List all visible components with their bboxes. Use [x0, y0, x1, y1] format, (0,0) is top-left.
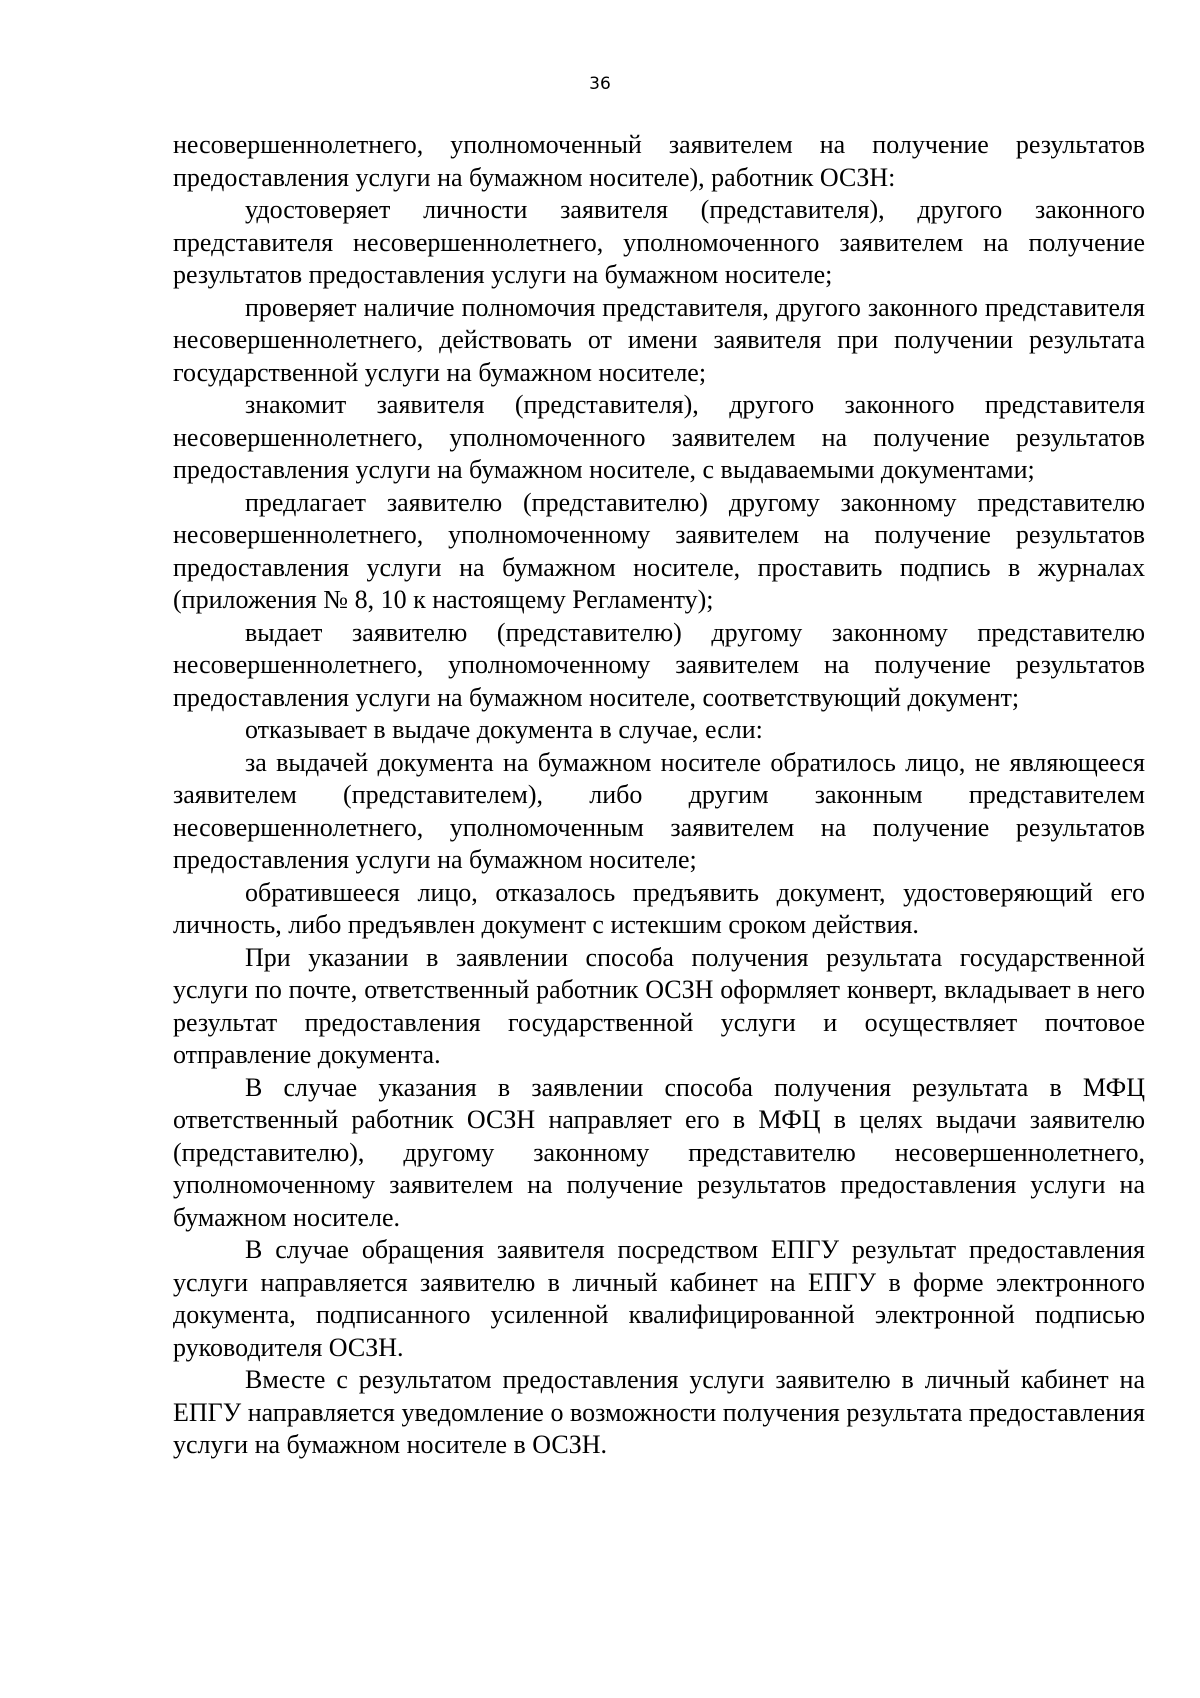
paragraph: отказывает в выдаче документа в случае, если: [245, 715, 763, 744]
paragraph: знакомит заявителя (представителя), другого законного представителя несовершеннолетнего, уполномоченного заявителем на получение результатов предоставления услуги на бумажном носителе, с выдаваемыми документами; [173, 390, 1145, 484]
paragraph: за выдачей документа на бумажном носителе обратилось лицо, не являющееся заявителем (представителем), либо другим законным представителем несовершеннолетнего, уполномоченным заявителем на получение результатов предоставления услуги на бумажном носителе; [173, 747, 1145, 874]
paragraph: При указании в заявлении способа получения результата государственной услуги по почте, ответственный работник ОСЗН оформляет конверт, вкладывает в него результат предоставления государственной услуги и осуществляет почтовое отправление документа. [173, 942, 1145, 1069]
page-number: 36 [589, 74, 611, 94]
paragraph: предлагает заявителю (представителю) другому законному представителю несовершеннолетнего, уполномоченному заявителем на получение результатов предоставления услуги на бумажном носителе, проставить подпись в журналах (приложения № 8, 10 к настоящему Регламенту); [173, 487, 1145, 614]
paragraph: проверяет наличие полномочия представителя, другого законного представителя несовершеннолетнего, действовать от имени заявителя при получении результата государственной услуги на бумажном носителе; [173, 292, 1145, 387]
paragraph: В случае указания в заявлении способа получения результата в МФЦ ответственный работник ОСЗН направляет его в МФЦ в целях выдачи заявителю (представителю), другому законному представителю несовершеннолетнего, уполномоченному заявителем на получение результатов предоставления услуги на бумажном носителе. [173, 1072, 1145, 1232]
document-body [173, 129, 1145, 1462]
paragraph: выдает заявителю (представителю) другому законному представителю несовершеннолетнего, уполномоченному заявителем на получение результатов предоставления услуги на бумажном носителе, соответствующий документ; [173, 617, 1145, 712]
paragraph: Вместе с результатом предоставления услуги заявителю в личный кабинет на ЕПГУ направляется уведомление о возможности получения результата предоставления услуги на бумажном носителе в ОСЗН. [173, 1365, 1145, 1459]
paragraph: обратившееся лицо, отказалось предъявить документ, удостоверяющий его личность, либо предъявлен документ с истекшим сроком действия. [173, 877, 1145, 939]
paragraph: удостоверяет личности заявителя (представителя), другого законного представителя несовершеннолетнего, уполномоченного заявителем на получение результатов предоставления услуги на бумажном носителе; [173, 195, 1145, 289]
paragraph-continuation: несовершеннолетнего, уполномоченный заявителем на получение результатов предоставления услуги на бумажном носителе), работник ОСЗН: [173, 130, 1145, 192]
paragraph: В случае обращения заявителя посредством ЕПГУ результат предоставления услуги направляется заявителю в личный кабинет на ЕПГУ в форме электронного документа, подписанного усиленной квалифицированной электронной подписью руководителя ОСЗН. [173, 1235, 1145, 1362]
